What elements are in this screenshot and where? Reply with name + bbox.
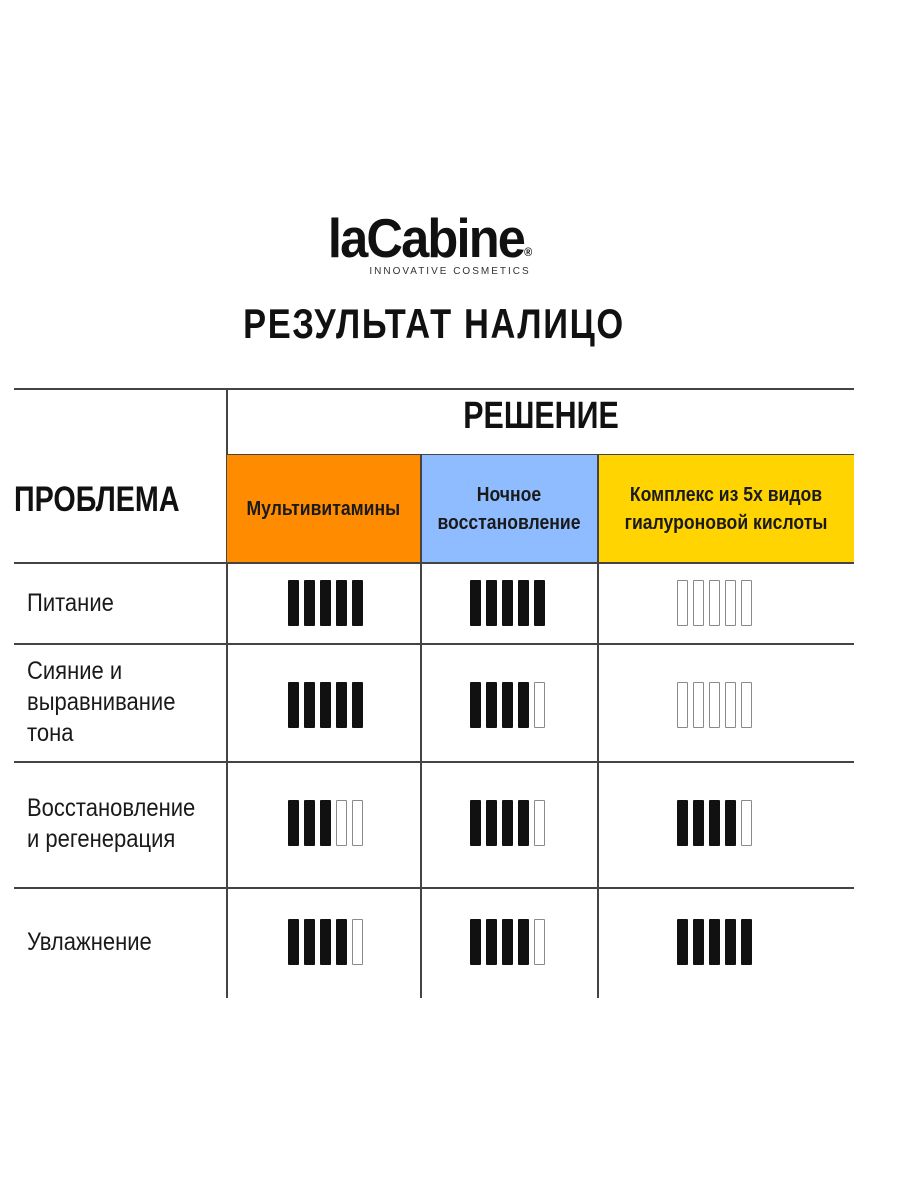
rating-segment-filled: [336, 682, 347, 728]
rating-meter: [288, 919, 363, 965]
rating-meter: [288, 800, 363, 846]
rating-segment-filled: [470, 919, 481, 965]
column-header-hyaluronic-complex: Комплекс из 5х видов гиалуроновой кислоты: [598, 455, 854, 562]
rating-segment-filled: [486, 919, 497, 965]
rating-segment-filled: [725, 800, 736, 846]
rating-segment-filled: [518, 919, 529, 965]
rating-segment-filled: [677, 800, 688, 846]
rating-segment-filled: [304, 919, 315, 965]
column-header-night-recovery: Ночное восстановление: [421, 455, 597, 562]
row-divider-1: [14, 643, 854, 645]
rating-segment-empty: [677, 580, 688, 626]
rating-segment-empty: [336, 800, 347, 846]
brand-tagline: INNOVATIVE COSMETICS: [369, 266, 531, 277]
rating-segment-filled: [304, 682, 315, 728]
rating-segment-filled: [486, 580, 497, 626]
rating-meter: [470, 800, 545, 846]
rating-segment-filled: [304, 580, 315, 626]
rating-segment-filled: [486, 682, 497, 728]
rating-segment-filled: [320, 682, 331, 728]
column-divider-1: [420, 455, 422, 998]
rating-segment-filled: [320, 580, 331, 626]
rating-segment-filled: [288, 580, 299, 626]
rating-segment-filled: [470, 580, 481, 626]
rating-segment-filled: [502, 682, 513, 728]
row-divider-header: [14, 562, 854, 564]
rating-segment-filled: [288, 919, 299, 965]
brand-name: laCabine®: [327, 207, 533, 269]
rating-segment-filled: [320, 800, 331, 846]
rating-meter: [470, 580, 545, 626]
rating-segment-filled: [288, 682, 299, 728]
rating-segment-empty: [741, 682, 752, 728]
rating-segment-filled: [693, 800, 704, 846]
column-header-multivitamins: Мультивитамины: [227, 455, 420, 562]
rating-meter: [677, 682, 752, 728]
rating-segment-empty: [352, 800, 363, 846]
rating-segment-filled: [320, 919, 331, 965]
page-title: РЕЗУЛЬТАТ НАЛИЦО: [243, 300, 625, 347]
registered-mark: ®: [524, 245, 533, 259]
rating-segment-empty: [709, 580, 720, 626]
rating-meter: [677, 919, 752, 965]
rating-segment-empty: [693, 682, 704, 728]
rating-segment-empty: [693, 580, 704, 626]
rating-segment-filled: [693, 919, 704, 965]
rating-segment-filled: [352, 580, 363, 626]
rating-segment-filled: [288, 800, 299, 846]
rating-segment-empty: [677, 682, 688, 728]
rating-segment-filled: [709, 800, 720, 846]
rating-segment-empty: [352, 919, 363, 965]
rating-segment-filled: [518, 580, 529, 626]
row-label-regeneration: Восстановление и регенерация: [27, 794, 196, 853]
rating-segment-filled: [336, 580, 347, 626]
rating-segment-empty: [725, 580, 736, 626]
rating-segment-filled: [470, 800, 481, 846]
rating-segment-filled: [741, 919, 752, 965]
rating-segment-filled: [502, 919, 513, 965]
rating-meter: [288, 682, 363, 728]
table-top-border: [14, 388, 854, 390]
column-divider-2: [597, 455, 599, 998]
rating-segment-empty: [534, 800, 545, 846]
rating-segment-filled: [709, 919, 720, 965]
rating-segment-filled: [352, 682, 363, 728]
rating-meter: [677, 800, 752, 846]
rating-meter: [470, 682, 545, 728]
solution-header: РЕШЕНИЕ: [463, 395, 619, 437]
rating-segment-filled: [336, 919, 347, 965]
rating-segment-empty: [725, 682, 736, 728]
rating-segment-filled: [304, 800, 315, 846]
row-label-nutrition: Питание: [27, 589, 114, 617]
row-divider-2: [14, 761, 854, 763]
rating-segment-empty: [534, 682, 545, 728]
brand-logo: [0, 208, 860, 277]
rating-segment-empty: [741, 800, 752, 846]
rating-segment-empty: [741, 580, 752, 626]
rating-segment-empty: [534, 919, 545, 965]
rating-segment-filled: [486, 800, 497, 846]
rating-segment-filled: [470, 682, 481, 728]
row-label-moisturizing: Увлажнение: [27, 928, 152, 956]
rating-segment-filled: [534, 580, 545, 626]
rating-segment-filled: [518, 682, 529, 728]
rating-segment-filled: [518, 800, 529, 846]
rating-segment-filled: [502, 800, 513, 846]
rating-segment-filled: [502, 580, 513, 626]
problem-header: ПРОБЛЕМА: [14, 480, 180, 519]
rating-segment-empty: [709, 682, 720, 728]
rating-meter: [470, 919, 545, 965]
rating-segment-filled: [677, 919, 688, 965]
row-divider-3: [14, 887, 854, 889]
rating-meter: [288, 580, 363, 626]
rating-meter: [677, 580, 752, 626]
row-label-radiance: Сияние и выравнивание тона: [27, 657, 176, 747]
rating-segment-filled: [725, 919, 736, 965]
